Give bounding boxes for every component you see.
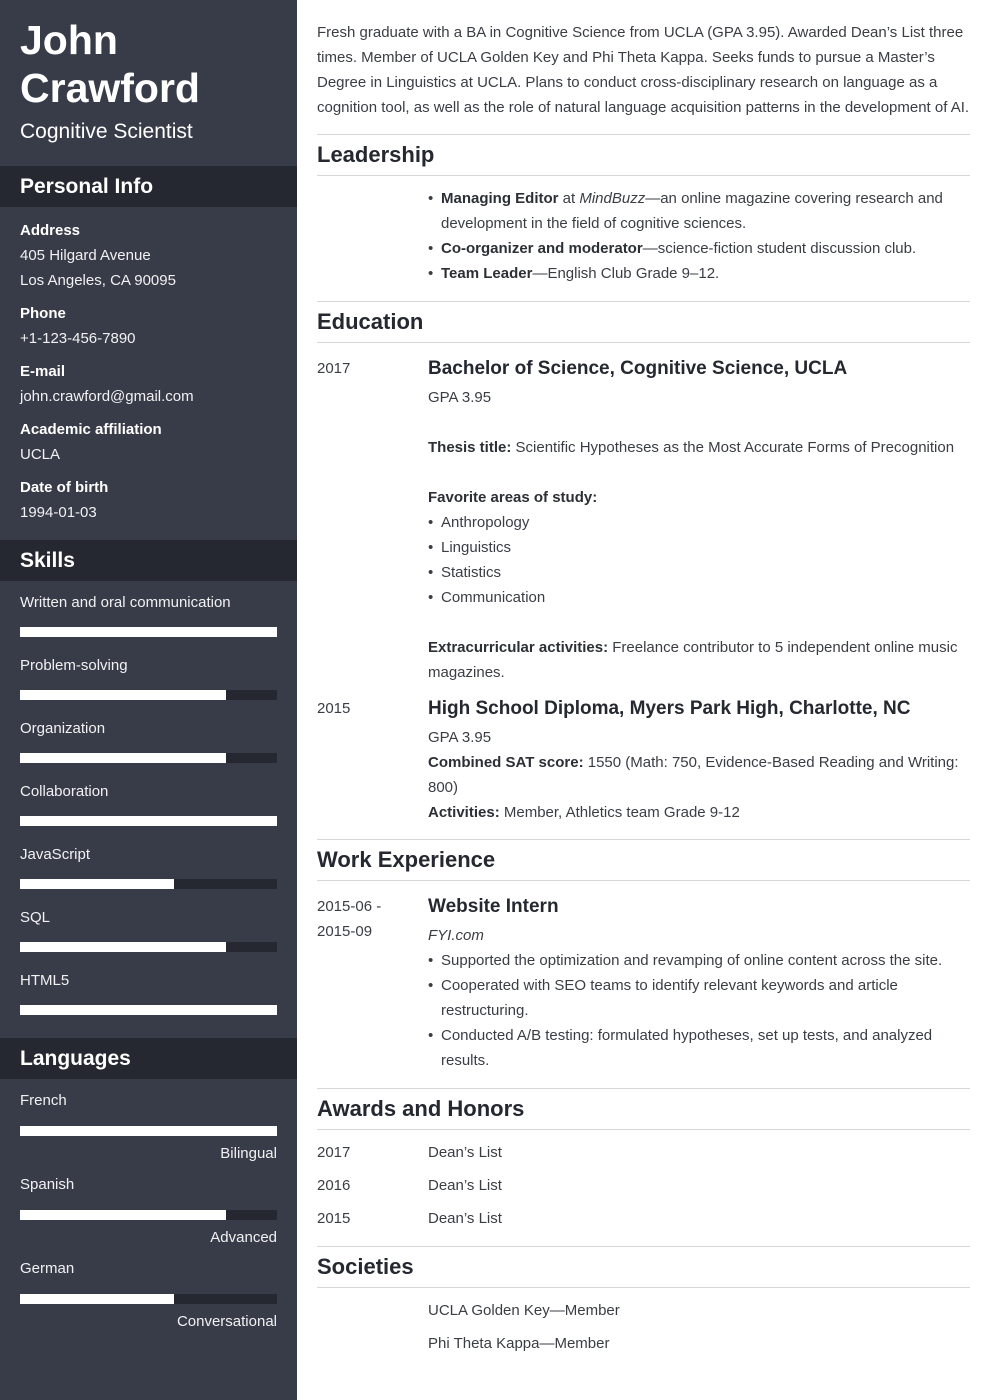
skill-bar	[20, 690, 277, 700]
skill-name: Organization	[20, 720, 106, 737]
language-bar-fill	[20, 1126, 277, 1136]
skill-bar-fill	[20, 942, 226, 952]
entry-content	[428, 696, 970, 825]
date-spacer	[317, 1331, 428, 1356]
entry-title: High School Diploma, Myers Park High, Charlotte, NC	[428, 698, 911, 719]
education-entry	[317, 696, 970, 825]
entry-date	[317, 894, 428, 1073]
field-address	[20, 218, 277, 293]
award-row	[317, 1140, 970, 1165]
awards-heading: Awards and Honors	[317, 1089, 970, 1130]
society-row	[317, 1298, 970, 1323]
field-value: UCLA	[20, 446, 61, 463]
entry-content	[428, 894, 970, 1073]
award-year: 2016	[317, 1177, 351, 1194]
field-affiliation	[20, 417, 277, 467]
areas-list	[428, 510, 970, 610]
skill-bar	[20, 942, 277, 952]
field-value: 1994-01-03	[20, 504, 97, 521]
skill-bar-fill	[20, 816, 277, 826]
skill-bar-fill	[20, 627, 277, 637]
field-dob	[20, 475, 277, 525]
societies-list	[317, 1298, 970, 1356]
main-content	[317, 0, 970, 1356]
date-end: 2015-09	[317, 923, 373, 940]
field-label: Address	[20, 222, 81, 239]
entry-date: 2017	[317, 360, 351, 377]
language-bar	[20, 1210, 277, 1220]
skill-item	[0, 845, 297, 889]
entry-content	[428, 356, 970, 685]
award-row	[317, 1173, 970, 1198]
skill-name: JavaScript	[20, 846, 91, 863]
societies-heading: Societies	[317, 1247, 970, 1288]
language-name: French	[20, 1092, 67, 1109]
entry-title: Website Intern	[428, 896, 559, 917]
date-spacer	[317, 186, 428, 286]
field-value: Los Angeles, CA 90095	[20, 272, 176, 289]
skill-name: SQL	[20, 909, 51, 926]
list-item: • Linguistics	[428, 535, 970, 560]
award-name: Dean’s List	[428, 1210, 502, 1227]
thesis: Thesis title: Scientific Hypotheses as the Most Accurate Forms of Precognition	[428, 439, 955, 456]
skill-bar-fill	[20, 1005, 277, 1015]
languages-heading: Languages	[0, 1038, 297, 1079]
award-year: 2015	[317, 1210, 351, 1227]
entry-date: 2015	[317, 700, 351, 717]
society-name: UCLA Golden Key—Member	[428, 1302, 620, 1319]
languages-list	[0, 1079, 297, 1332]
skill-bar-fill	[20, 879, 174, 889]
skill-bar-fill	[20, 753, 226, 763]
list-item: • Anthropology	[428, 510, 970, 535]
skill-bar	[20, 879, 277, 889]
list-item: • Supported the optimization and revamping of online content across the site.	[428, 948, 970, 973]
language-name: Spanish	[20, 1176, 75, 1193]
summary: Fresh graduate with a BA in Cognitive Science from UCLA (GPA 3.95). Awarded Dean’s List three times. Member of UCLA Golden Key and Phi Theta Kappa. Seeks funds to pursue a Master’s Degree in Linguistics at UCLA. Plans to conduct cross-disciplinary research on language as a cognition tool, as well as the role of natural language acquisition patterns in the development of AI.	[317, 24, 970, 116]
skills-heading: Skills	[0, 540, 297, 581]
skill-item	[0, 908, 297, 952]
list-item: • Conducted A/B testing: formulated hypotheses, set up tests, and analyzed results.	[428, 1023, 970, 1073]
extracurricular: Extracurricular activities: Freelance contributor to 5 independent online music magazines.	[428, 639, 958, 681]
language-name: German	[20, 1260, 75, 1277]
work-heading: Work Experience	[317, 840, 970, 881]
society-name: Phi Theta Kappa—Member	[428, 1335, 610, 1352]
skill-bar	[20, 816, 277, 826]
leadership-list	[428, 186, 970, 286]
language-item	[0, 1175, 297, 1248]
language-bar-fill	[20, 1210, 226, 1220]
skill-bar	[20, 753, 277, 763]
skill-bar-fill	[20, 690, 226, 700]
skill-item	[0, 971, 297, 1015]
skill-name: Problem-solving	[20, 657, 128, 674]
activities: Activities: Member, Athletics team Grade 9-12	[428, 804, 740, 821]
awards-list	[317, 1140, 970, 1231]
sat-score: Combined SAT score: 1550 (Math: 750, Evidence-Based Reading and Writing: 800)	[428, 754, 959, 796]
field-phone	[20, 301, 277, 351]
education-entry	[317, 356, 970, 685]
entry-gpa: GPA 3.95	[428, 729, 492, 746]
field-value: john.crawford@gmail.com	[20, 388, 194, 405]
field-email	[20, 359, 277, 409]
candidate-name	[0, 0, 297, 112]
duties-list	[428, 948, 970, 1073]
skill-item	[0, 782, 297, 826]
company: FYI.com	[428, 927, 484, 944]
job-title: Cognitive Scientist	[20, 120, 193, 143]
skill-bar	[20, 1005, 277, 1015]
list-item: • Team Leader—English Club Grade 9–12.	[428, 261, 970, 286]
work-entry	[317, 894, 970, 1073]
language-bar	[20, 1126, 277, 1136]
list-item: • Co-organizer and moderator—science-fiction student discussion club.	[428, 236, 970, 261]
language-item	[0, 1091, 297, 1164]
entry-title: Bachelor of Science, Cognitive Science, UCLA	[428, 358, 848, 379]
award-year: 2017	[317, 1144, 351, 1161]
skill-item	[0, 656, 297, 700]
education-heading: Education	[317, 302, 970, 343]
field-value: 405 Hilgard Avenue	[20, 247, 151, 264]
leadership-heading: Leadership	[317, 135, 970, 176]
language-level: Bilingual	[220, 1145, 277, 1162]
name-first: John	[20, 17, 118, 63]
language-item	[0, 1259, 297, 1332]
skill-item	[0, 719, 297, 763]
leadership-section	[317, 186, 970, 286]
skill-name: Collaboration	[20, 783, 109, 800]
entry-gpa: GPA 3.95	[428, 389, 492, 406]
name-last: Crawford	[20, 65, 200, 111]
field-label: Academic affiliation	[20, 421, 162, 438]
list-item: • Statistics	[428, 560, 970, 585]
skill-name: Written and oral communication	[20, 594, 231, 611]
language-bar-fill	[20, 1294, 174, 1304]
language-level: Advanced	[210, 1229, 277, 1246]
award-name: Dean’s List	[428, 1144, 502, 1161]
field-label: Date of birth	[20, 479, 109, 496]
personal-info	[0, 207, 297, 525]
field-label: E-mail	[20, 363, 66, 380]
list-item: • Cooperated with SEO teams to identify relevant keywords and article restructuring.	[428, 973, 970, 1023]
date-start: 2015-06 -	[317, 898, 382, 915]
skill-name: HTML5	[20, 972, 70, 989]
list-item: • Managing Editor at MindBuzz—an online magazine covering research and development in the field of cognitive sciences.	[428, 186, 970, 236]
award-row	[317, 1206, 970, 1231]
list-item: • Communication	[428, 585, 970, 610]
society-row	[317, 1331, 970, 1356]
skill-item	[0, 593, 297, 637]
award-name: Dean’s List	[428, 1177, 502, 1194]
date-spacer	[317, 1298, 428, 1323]
language-bar	[20, 1294, 277, 1304]
language-level: Conversational	[176, 1313, 277, 1330]
skills-list	[0, 581, 297, 1015]
sidebar	[0, 0, 297, 1400]
field-value: +1-123-456-7890	[20, 330, 136, 347]
field-label: Phone	[20, 305, 66, 322]
skill-bar	[20, 627, 277, 637]
areas-label: Favorite areas of study:	[428, 489, 598, 506]
personal-info-heading: Personal Info	[0, 166, 297, 207]
